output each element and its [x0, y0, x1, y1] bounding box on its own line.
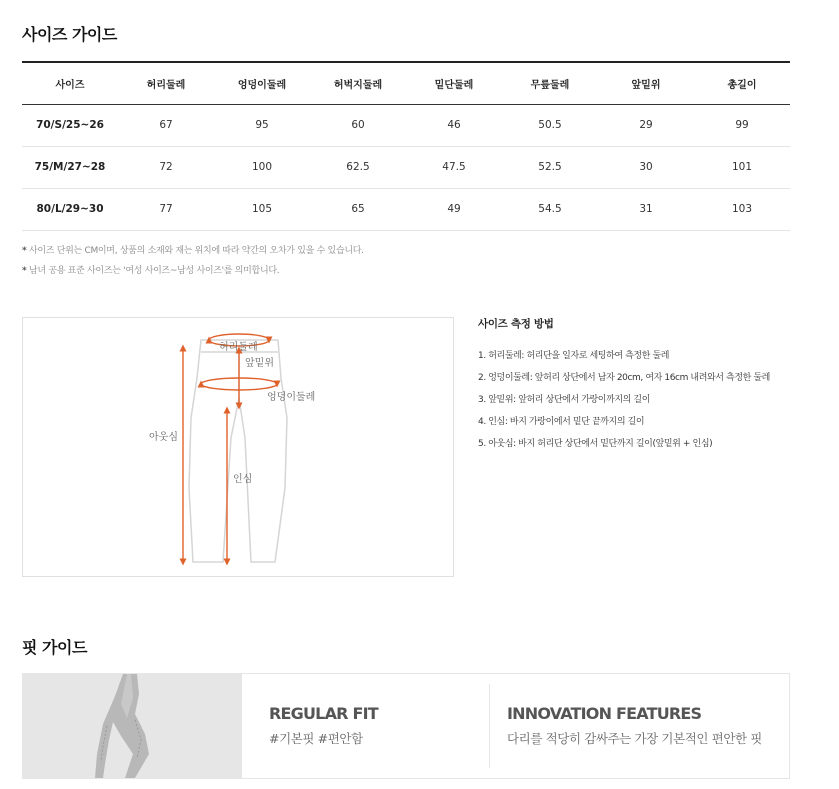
table-cell: 47.5 [406, 146, 502, 188]
header-thigh: 허벅지둘레 [310, 62, 406, 104]
leg-silhouette-icon [23, 674, 242, 778]
header-hip: 엉덩이둘레 [214, 62, 310, 104]
size-guide-title: 사이즈 가이드 [22, 25, 117, 44]
table-cell-size: 70/S/25~26 [22, 104, 118, 146]
size-note [22, 241, 364, 261]
table-cell: 67 [118, 104, 214, 146]
table-cell-size: 80/L/29~30 [22, 188, 118, 230]
table-cell-size: 75/M/27~28 [22, 146, 118, 188]
fit-features [507, 704, 762, 789]
label-waist: 허리둘레 [219, 342, 258, 353]
fit-guide-title: 핏 가이드 [22, 638, 87, 657]
table-cell: 103 [694, 188, 790, 230]
table-row [22, 104, 790, 146]
measurement-guide-item: 1. 허리둘레: 허리단을 일자로 세팅하여 측정한 둘레 [478, 351, 670, 361]
measurement-guide-item: 2. 엉덩이둘레: 앞허리 상단에서 남자 20cm, 여자 16cm 내려와서 측정한 둘레 [478, 373, 770, 383]
table-cell: 99 [694, 104, 790, 146]
measurement-guide-item: 3. 앞밑위: 앞허리 상단에서 가랑이까지의 길이 [478, 395, 651, 405]
fit-tags: #기본핏 #편안함 [269, 731, 363, 746]
table-cell: 60 [310, 104, 406, 146]
table-cell: 65 [310, 188, 406, 230]
label-inseam: 인심 [233, 474, 253, 485]
size-table-header-row [22, 62, 790, 104]
table-cell: 62.5 [310, 146, 406, 188]
table-cell: 101 [694, 146, 790, 188]
note-asterisk: * [22, 246, 27, 256]
fit-guide-panel [22, 673, 790, 779]
note-asterisk: * [22, 266, 27, 276]
table-cell: 30 [598, 146, 694, 188]
table-cell: 100 [214, 146, 310, 188]
table-cell: 95 [214, 104, 310, 146]
measurement-guide [478, 316, 818, 455]
table-cell: 72 [118, 146, 214, 188]
table-cell: 31 [598, 188, 694, 230]
label-outseam: 아웃심 [149, 432, 178, 443]
table-cell: 49 [406, 188, 502, 230]
label-front-rise: 앞밑위 [245, 358, 274, 369]
label-hip: 엉덩이둘레 [267, 392, 316, 403]
measurement-guide-title: 사이즈 측정 방법 [478, 318, 554, 330]
fit-type [269, 704, 378, 789]
feature-description: 다리를 적당히 감싸주는 가장 기본적인 편안한 핏 [507, 731, 762, 746]
measurement-guide-item: 4. 인심: 바지 가랑이에서 밑단 끝까지의 길이 [478, 417, 645, 427]
table-cell: 52.5 [502, 146, 598, 188]
note-text: 남녀 공용 표준 사이즈는 '여성 사이즈~남성 사이즈'를 의미합니다. [26, 266, 280, 276]
header-knee: 무릎둘레 [502, 62, 598, 104]
pants-outline-icon [189, 340, 287, 562]
note-text: 사이즈 단위는 CM이며, 상품의 소재와 재는 위치에 따라 약간의 오차가 있을 수 있습니다. [26, 246, 364, 256]
table-cell: 50.5 [502, 104, 598, 146]
size-table [22, 61, 790, 231]
header-waist: 허리둘레 [118, 62, 214, 104]
table-row [22, 146, 790, 188]
table-cell: 77 [118, 188, 214, 230]
header-front-rise: 앞밑위 [598, 62, 694, 104]
header-size: 사이즈 [22, 62, 118, 104]
table-cell: 29 [598, 104, 694, 146]
table-cell: 105 [214, 188, 310, 230]
header-hem: 밑단둘레 [406, 62, 502, 104]
size-note [22, 261, 364, 281]
measurement-guide-item: 5. 아웃심: 바지 허리단 상단에서 밑단까지 길이(앞밑위 + 인심) [478, 439, 713, 449]
fit-divider [489, 684, 490, 768]
fit-name: REGULAR FIT [269, 704, 378, 723]
feature-title: INNOVATION FEATURES [507, 704, 702, 723]
pants-diagram-svg [23, 318, 455, 578]
header-total-length: 총길이 [694, 62, 790, 104]
leg-silhouette-image [23, 674, 242, 778]
size-notes [22, 241, 364, 281]
pants-measurement-diagram [22, 317, 454, 577]
table-cell: 46 [406, 104, 502, 146]
table-cell: 54.5 [502, 188, 598, 230]
table-row [22, 188, 790, 230]
